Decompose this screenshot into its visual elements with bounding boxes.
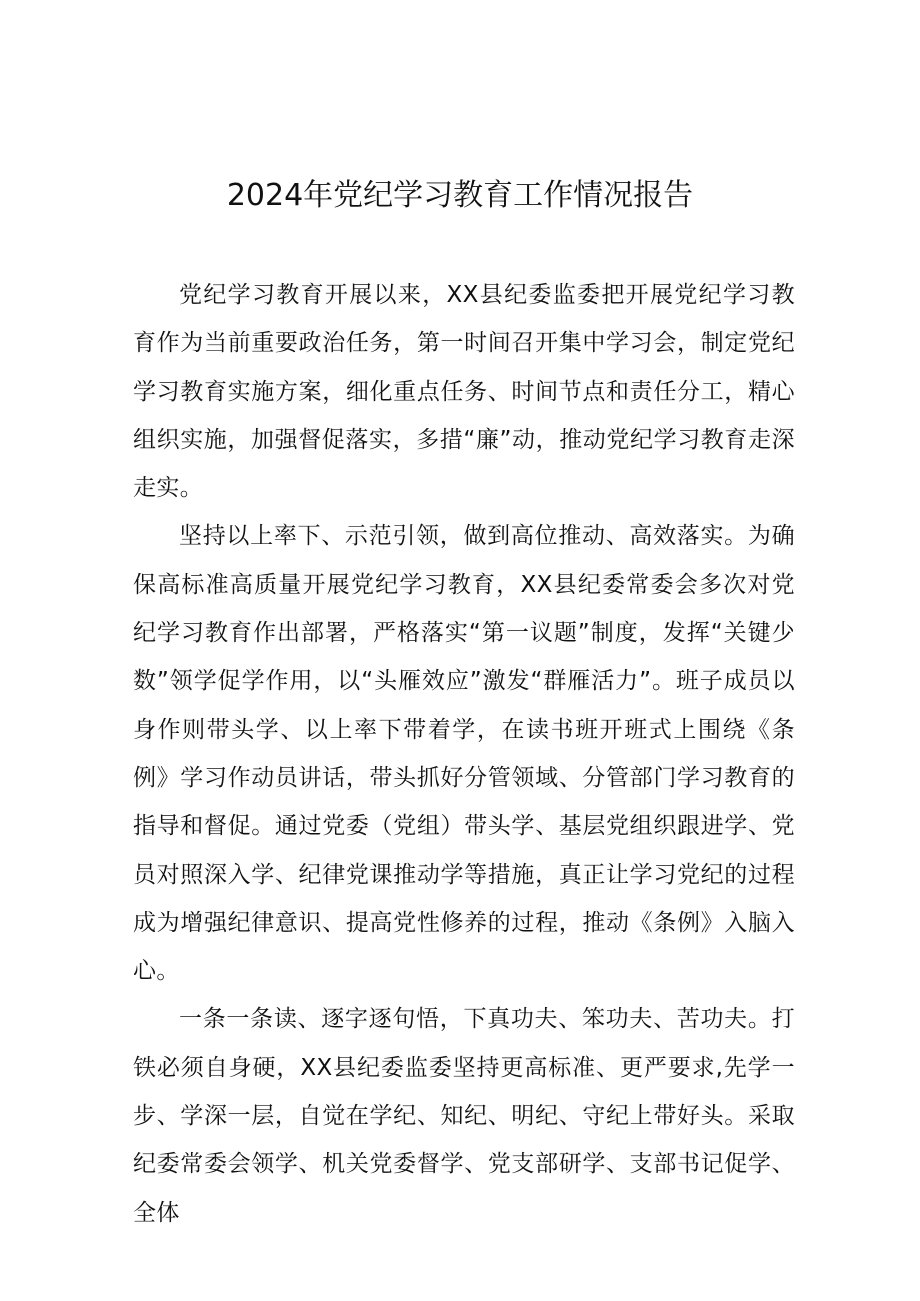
paragraph-2: 坚持以上率下、示范引领，做到高位推动、高效落实。为确保高标准高质量开展党纪学习教育，XX县纪委常委会多次对党纪学习教育作出部署，严格落实“第一议题”制度，发挥“关键少数”领学促学作用，以“头雁效应”激发“群雁活力”。班子成员以身作则带头学、以上率下带着学，在读书班开班式上围绕《条例》学习作动员讲话，带头抓好分管领域、分管部门学习教育的指导和督促。通过党委（党组）带头学、基层党组织跟进学、党员对照深入学、纪律党课推动学等措施，真正让学习党纪的过程成为增强纪律意识、提高党性修养的过程，推动《条例》入脑入心。 [133, 523, 795, 985]
document-body [133, 271, 795, 1237]
paragraph-1: 党纪学习教育开展以来，XX县纪委监委把开展党纪学习教育作为当前重要政治任务，第一时间召开集中学习会，制定党纪学习教育实施方案，细化重点任务、时间节点和责任分工，精心组织实施，加强督促落实，多措“廉”动，推动党纪学习教育走深走实。 [133, 282, 795, 502]
paragraph-3: 一条一条读、逐字逐句悟，下真功夫、笨功夫、苦功夫。打铁必须自身硬，XX县纪委监委坚持更高标准、更严要求,先学一步、学深一层，自觉在学纪、知纪、明纪、守纪上带好头。采取纪委常委会领学、机关党委督学、党支部研学、支部书记促学、全体 [133, 1006, 795, 1226]
document-title: 2024年党纪学习教育工作情况报告 [226, 178, 694, 213]
